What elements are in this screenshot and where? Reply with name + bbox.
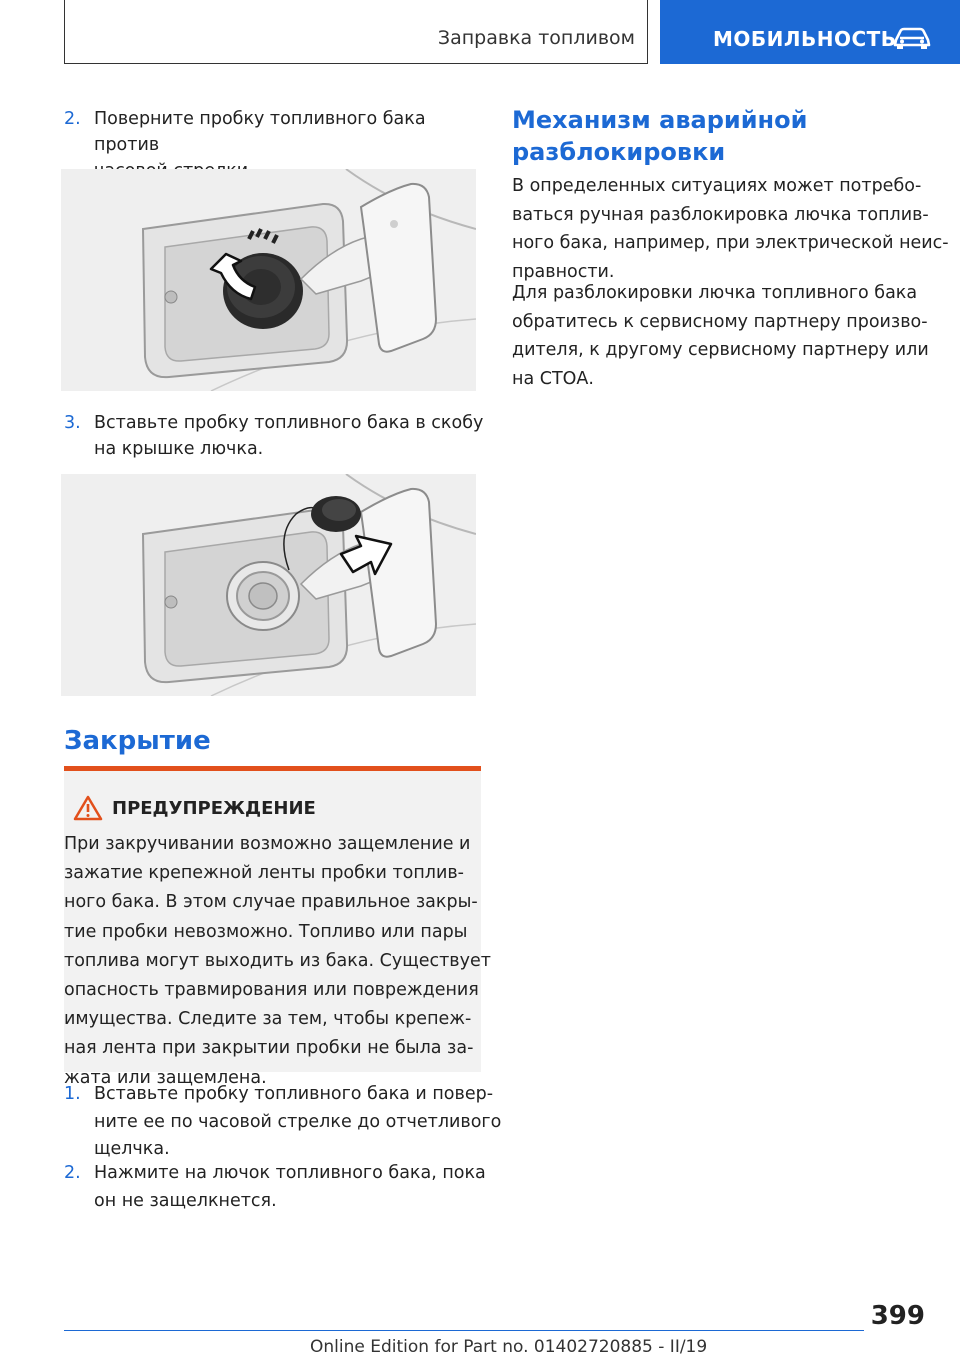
warning-triangle-icon	[73, 795, 103, 821]
warning-box	[64, 766, 491, 1088]
warning-line: топлива могут выходить из бака. Существует	[64, 950, 491, 971]
warning-line: ная лента при закрытии пробки не была за-	[64, 1038, 474, 1059]
running-header	[64, 0, 648, 64]
section-tab	[660, 0, 960, 64]
warning-line: опасность травмирования или повреждения	[64, 980, 479, 1001]
warning-line: жата или защемлена.	[64, 1067, 267, 1088]
closing-heading: Закрытие	[64, 726, 211, 756]
fuel-door-open-drawing	[61, 169, 476, 391]
emergency-paragraph-1	[512, 172, 949, 286]
opening-step-3	[64, 410, 484, 462]
emergency-paragraph-2	[512, 279, 932, 393]
warning-line: При закручивании возможно защемление и	[64, 834, 471, 854]
step-number: 2.	[64, 1163, 81, 1183]
paragraph-line: дителя, к другому сервисному партнеру или	[512, 340, 929, 360]
warning-text	[64, 830, 491, 1093]
closing-step-1	[64, 1081, 502, 1161]
section-label: МОБИЛЬНОСТЬ	[713, 27, 897, 51]
step-text-line: он не защелкнется.	[94, 1190, 277, 1211]
emergency-release-heading	[512, 104, 932, 168]
footer-divider	[64, 1330, 864, 1331]
warning-line: имущества. Следите за тем, чтобы крепеж-	[64, 1009, 472, 1030]
step-number: 2.	[64, 109, 81, 129]
warning-title: ПРЕДУПРЕЖДЕНИЕ	[112, 798, 316, 819]
opening-step-2	[64, 106, 484, 158]
step-number: 1.	[64, 1084, 81, 1104]
step-text-line: Вставьте пробку топливного бака в скобу	[94, 413, 484, 433]
edition-footer: Online Edition for Part no. 01402720885 - II/19	[310, 1337, 708, 1357]
heading-line: Механизм аварийной	[512, 106, 808, 134]
page-number: 399	[870, 1301, 925, 1331]
warning-line: зажатие крепежной ленты пробки топлив-	[64, 863, 464, 884]
warning-line: ного бака. В этом случае правильное закры-	[64, 892, 478, 913]
step-text-line: щелчка.	[94, 1139, 170, 1159]
chapter-title: Заправка топливом	[437, 27, 635, 49]
step-text-line: Нажмите на лючок топливного бака, пока	[94, 1163, 486, 1183]
step-text-line: ните ее по часовой стрелке до отчетливого	[94, 1111, 502, 1132]
paragraph-line: ваться ручная разблокировка лючка топлив-	[512, 204, 929, 225]
paragraph-line: В определенных ситуациях может потребо-	[512, 176, 922, 196]
car-icon	[892, 26, 932, 50]
heading-line: разблокировки	[512, 138, 726, 166]
fuel-cap-unscrew-illustration	[61, 169, 476, 391]
paragraph-line: правности.	[512, 261, 615, 282]
paragraph-line: обратитесь к сервисному партнеру произво-	[512, 311, 928, 332]
step-number: 3.	[64, 413, 81, 433]
step-text-line: Поверните пробку топливного бака против	[94, 109, 426, 155]
step-text-line: Вставьте пробку топливного бака и повер-	[94, 1084, 494, 1104]
closing-step-2	[64, 1160, 484, 1216]
fuel-cap-bracket-illustration	[61, 474, 476, 696]
warning-line: тие пробки невозможно. Топливо или пары	[64, 921, 468, 942]
fuel-door-bracket-drawing	[61, 474, 476, 696]
step-text-line: на крышке лючка.	[94, 439, 264, 459]
paragraph-line: на СТОА.	[512, 368, 594, 389]
paragraph-line: Для разблокировки лючка топливного бака	[512, 283, 918, 303]
paragraph-line: ного бака, например, при электрической неис-	[512, 233, 949, 253]
